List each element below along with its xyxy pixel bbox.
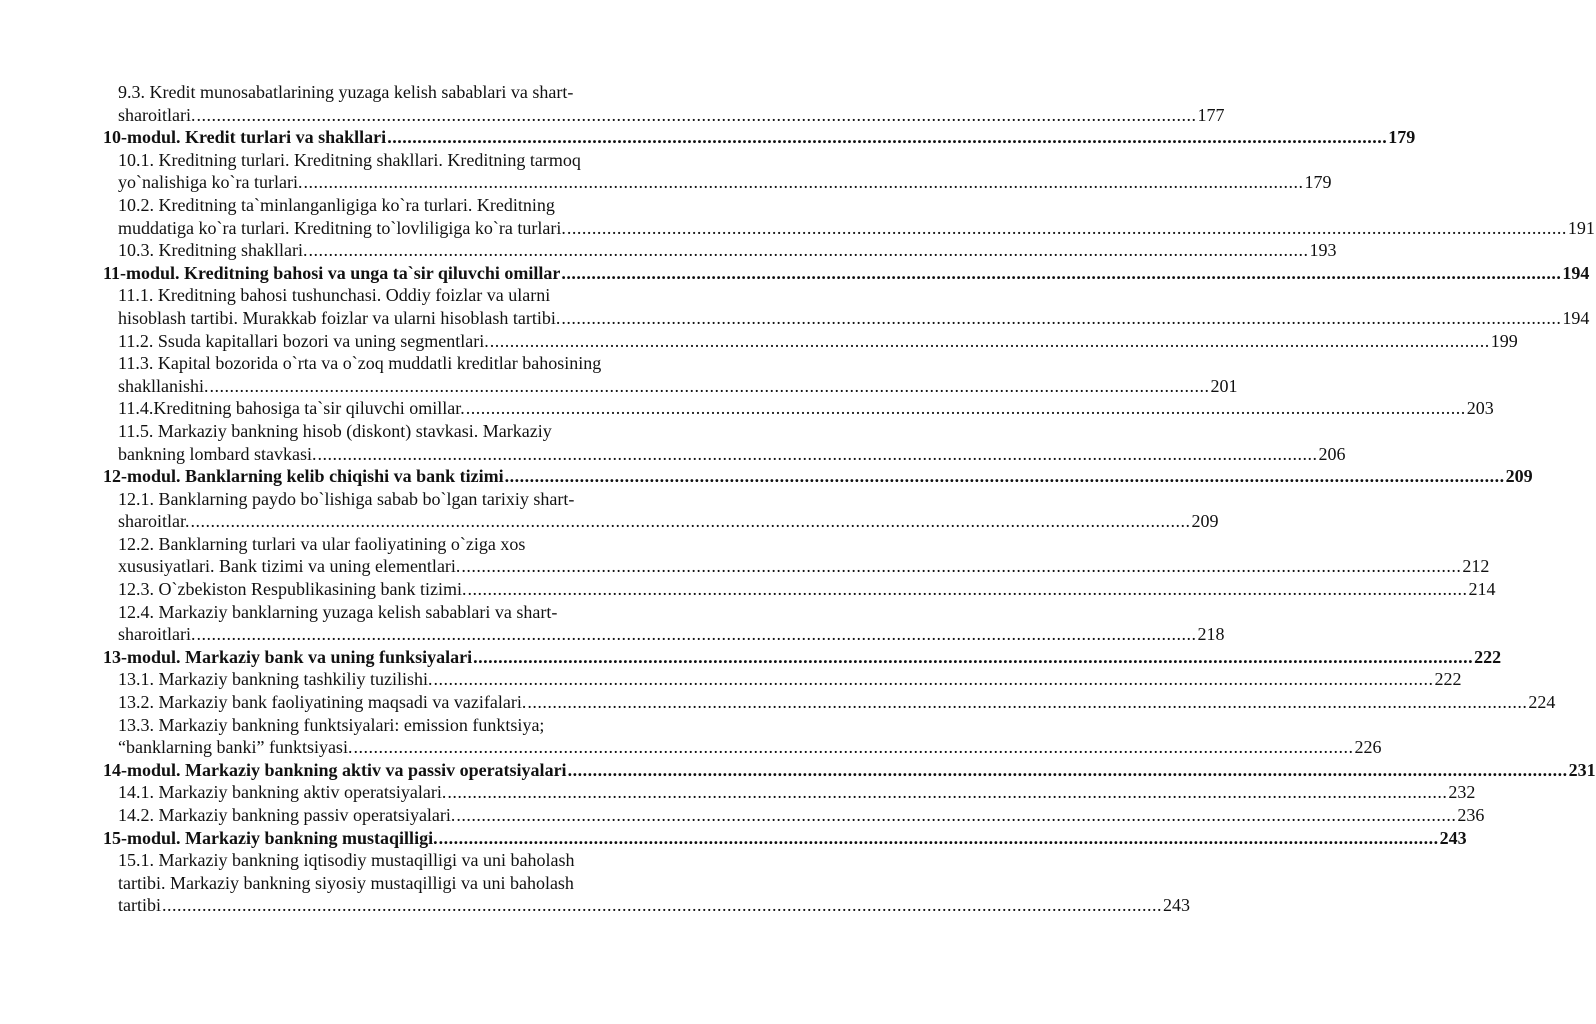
toc-entry-text: 12.3. O`zbekiston Respublikasining bank tizimi. [118,579,467,600]
toc-entry-text: 11-modul. Kreditning bahosi va unga ta`sir qiluvchi omillar [103,262,561,283]
toc-entry-text: muddatiga ko`ra turlari. Kreditning to`lovliligiga ko`ra turlari. [118,217,566,238]
toc-entry-text: 10.1. Kreditning turlari. Kreditning shakllari. Kreditning tarmoq [118,149,581,170]
toc-section-entry [118,420,1346,465]
toc-leader-dots: ........................................................................................................................................................................................................ [561,262,1562,283]
toc-section-entry [118,488,1219,533]
toc-page-number: 206 [1318,443,1346,464]
toc-module-entry [103,759,1596,782]
toc-leader-dots: ........................................................................................................................................................................................................ [489,330,1490,351]
toc-entry-text: 11.2. Ssuda kapitallari bozori va uning segmentlari. [118,330,489,351]
toc-section-entry [118,804,1485,827]
toc-page-number: 179 [1388,127,1416,148]
toc-module-entry [103,126,1416,149]
toc-entry-text: 14.2. Markaziy bankning passiv operatsiyalari. [118,805,456,825]
toc-entry-text: sharoitlari. [118,104,196,125]
toc-page-number: 203 [1466,398,1494,419]
toc-leader-dots: ........................................................................................................................................................................................................ [209,375,1210,396]
toc-page-number: 177 [1197,104,1225,125]
toc-leader-dots: ........................................................................................................................................................................................................ [465,398,1466,419]
toc-section-entry [118,284,1590,329]
toc-leader-dots: ........................................................................................................................................................................................................ [456,805,1457,825]
toc-leader-dots: ........................................................................................................................................................................................................ [467,579,1468,600]
toc-module-entry [103,646,1502,669]
toc-page-number: 224 [1528,692,1556,713]
toc-page-number: 194 [1562,262,1590,283]
toc-entry-text: 11.1. Kreditning bahosi tushunchasi. Oddiy foizlar va ularni [118,285,551,306]
toc-section-entry [118,849,1190,917]
toc-page-number: 222 [1474,646,1502,667]
toc-page-number: 231 [1568,759,1596,780]
toc-section-entry [118,668,1462,691]
toc-section-entry [118,714,1382,759]
toc-leader-dots: ........................................................................................................................................................................................................ [527,692,1528,713]
toc-entry-text: 12.2. Banklarning turlari va ular faoliyatining o`ziga xos [118,533,526,554]
toc-module-entry [103,465,1533,488]
toc-entry-text: 15-modul. Markaziy bankning mustaqilligi. [103,827,438,848]
toc-module-entry [103,262,1590,285]
toc-leader-dots: ........................................................................................................................................................................................................ [308,240,1309,261]
toc-leader-dots: ........................................................................................................................................................................................................ [461,556,1462,577]
toc-section-entry [118,781,1476,804]
toc-page-number: 194 [1562,307,1590,328]
toc-section-entry [118,194,1595,239]
toc-entry-text: 15.1. Markaziy bankning iqtisodiy mustaqilligi va uni baholash [118,850,575,871]
toc-page-number: 191 [1567,217,1595,238]
toc-entry-text: xususiyatlari. Bank tizimi va uning elementlari. [118,556,461,577]
toc-section-entry [118,601,1225,646]
toc-entry-text: shakllanishi. [118,375,209,396]
toc-module-entry [103,827,1467,850]
toc-page-number: 218 [1197,624,1225,645]
toc-entry-text: tartibi. Markaziy bankning siyosiy mustaqilligi va uni baholash [118,872,574,893]
toc-leader-dots: ........................................................................................................................................................................................................ [567,759,1568,780]
toc-leader-dots: ........................................................................................................................................................................................................ [303,172,1304,193]
toc-page-number: 201 [1210,375,1238,396]
toc-section-entry [118,533,1490,578]
toc-leader-dots: ........................................................................................................................................................................................................ [353,737,1354,758]
toc-entry-text: 12.4. Markaziy banklarning yuzaga kelish sabablari va shart- [118,601,558,622]
toc-leader-dots: ........................................................................................................................................................................................................ [433,669,1434,690]
toc-leader-dots: ........................................................................................................................................................................................................ [473,646,1474,667]
toc-leader-dots: ........................................................................................................................................................................................................ [196,624,1197,645]
toc-page-number: 243 [1439,827,1467,848]
toc-section-entry [118,352,1238,397]
toc-entry-text: “banklarning banki” funktsiyasi. [118,737,353,758]
toc-page-number: 209 [1191,511,1219,532]
toc-page-number: 212 [1462,556,1490,577]
toc-page-number: 209 [1505,466,1533,487]
toc-entry-text: 12.1. Banklarning paydo bo`lishiga sabab bo`lgan tarixiy shart- [118,488,575,509]
toc-page-number: 199 [1490,330,1518,351]
toc-entry-text: 10.3. Kreditning shakllari. [118,240,308,261]
toc-entry-text: 10.2. Kreditning ta`minlanganligiga ko`ra turlari. Kreditning [118,194,555,215]
toc-leader-dots: ........................................................................................................................................................................................................ [438,827,1439,848]
toc-entry-text: hisoblash tartibi. Murakkab foizlar va ularni hisoblash tartibi. [118,307,561,328]
toc-page-number: 222 [1434,669,1462,690]
toc-entry-text: 11.3. Kapital bozorida o`rta va o`zoq muddatli kreditlar bahosining [118,353,602,374]
toc-section-entry [118,81,1225,126]
toc-leader-dots: ........................................................................................................................................................................................................ [566,217,1567,238]
toc-page-number: 214 [1468,579,1496,600]
toc-leader-dots: ........................................................................................................................................................................................................ [196,104,1197,125]
toc-entry-text: 14.1. Markaziy bankning aktiv operatsiyalari. [118,782,447,803]
toc-leader-dots: ........................................................................................................................................................................................................ [387,127,1388,148]
toc-entry-text: bankning lombard stavkasi. [118,443,317,464]
toc-entry-text: tartibi [118,895,161,916]
toc-page-number: 232 [1448,782,1476,803]
toc-entry-text: yo`nalishiga ko`ra turlari. [118,172,303,193]
toc-section-entry [118,578,1496,601]
toc-entry-text: 11.4.Kreditning bahosiga ta`sir qiluvchi omillar. [118,398,465,419]
toc-section-entry [118,691,1556,714]
toc-entry-text: sharoitlari. [118,624,196,645]
toc-entry-text: 11.5. Markaziy bankning hisob (diskont) stavkasi. Markaziy [118,420,552,441]
toc-section-entry [118,149,1332,194]
toc-section-entry [118,239,1337,262]
toc-page-number: 236 [1457,805,1485,825]
toc-entry-text: 10-modul. Kredit turlari va shakllari [103,127,387,148]
toc-entry-text: 13.1. Markaziy bankning tashkiliy tuzilishi. [118,669,433,690]
toc-leader-dots: ........................................................................................................................................................................................................ [317,443,1318,464]
toc-entry-text: 13-modul. Markaziy bank va uning funksiyalari [103,646,473,667]
toc-page-number: 179 [1304,172,1332,193]
toc-leader-dots: ........................................................................................................................................................................................................ [561,307,1562,328]
toc-page-number: 226 [1354,737,1382,758]
toc-section-entry [118,397,1494,420]
toc-entry-text: 9.3. Kredit munosabatlarining yuzaga kelish sabablari va shart- [118,82,574,102]
toc-entry-text: 14-modul. Markaziy bankning aktiv va passiv operatsiyalari [103,759,567,780]
toc-entry-text: sharoitlar. [118,511,190,532]
toc-entry-text: 13.3. Markaziy bankning funktsiyalari: emission funktsiya; [118,714,545,735]
toc-leader-dots: ........................................................................................................................................................................................................ [162,895,1162,916]
table-of-contents [0,81,1596,917]
toc-page-number: 193 [1309,240,1337,261]
toc-leader-dots: ........................................................................................................................................................................................................ [190,511,1191,532]
toc-leader-dots: ........................................................................................................................................................................................................ [504,466,1505,487]
toc-entry-text: 12-modul. Banklarning kelib chiqishi va bank tizimi [103,466,504,487]
toc-entry-text: 13.2. Markaziy bank faoliyatining maqsadi va vazifalari. [118,692,527,713]
toc-section-entry [118,330,1518,353]
toc-page-number: 243 [1163,895,1190,916]
toc-leader-dots: ........................................................................................................................................................................................................ [447,782,1448,803]
